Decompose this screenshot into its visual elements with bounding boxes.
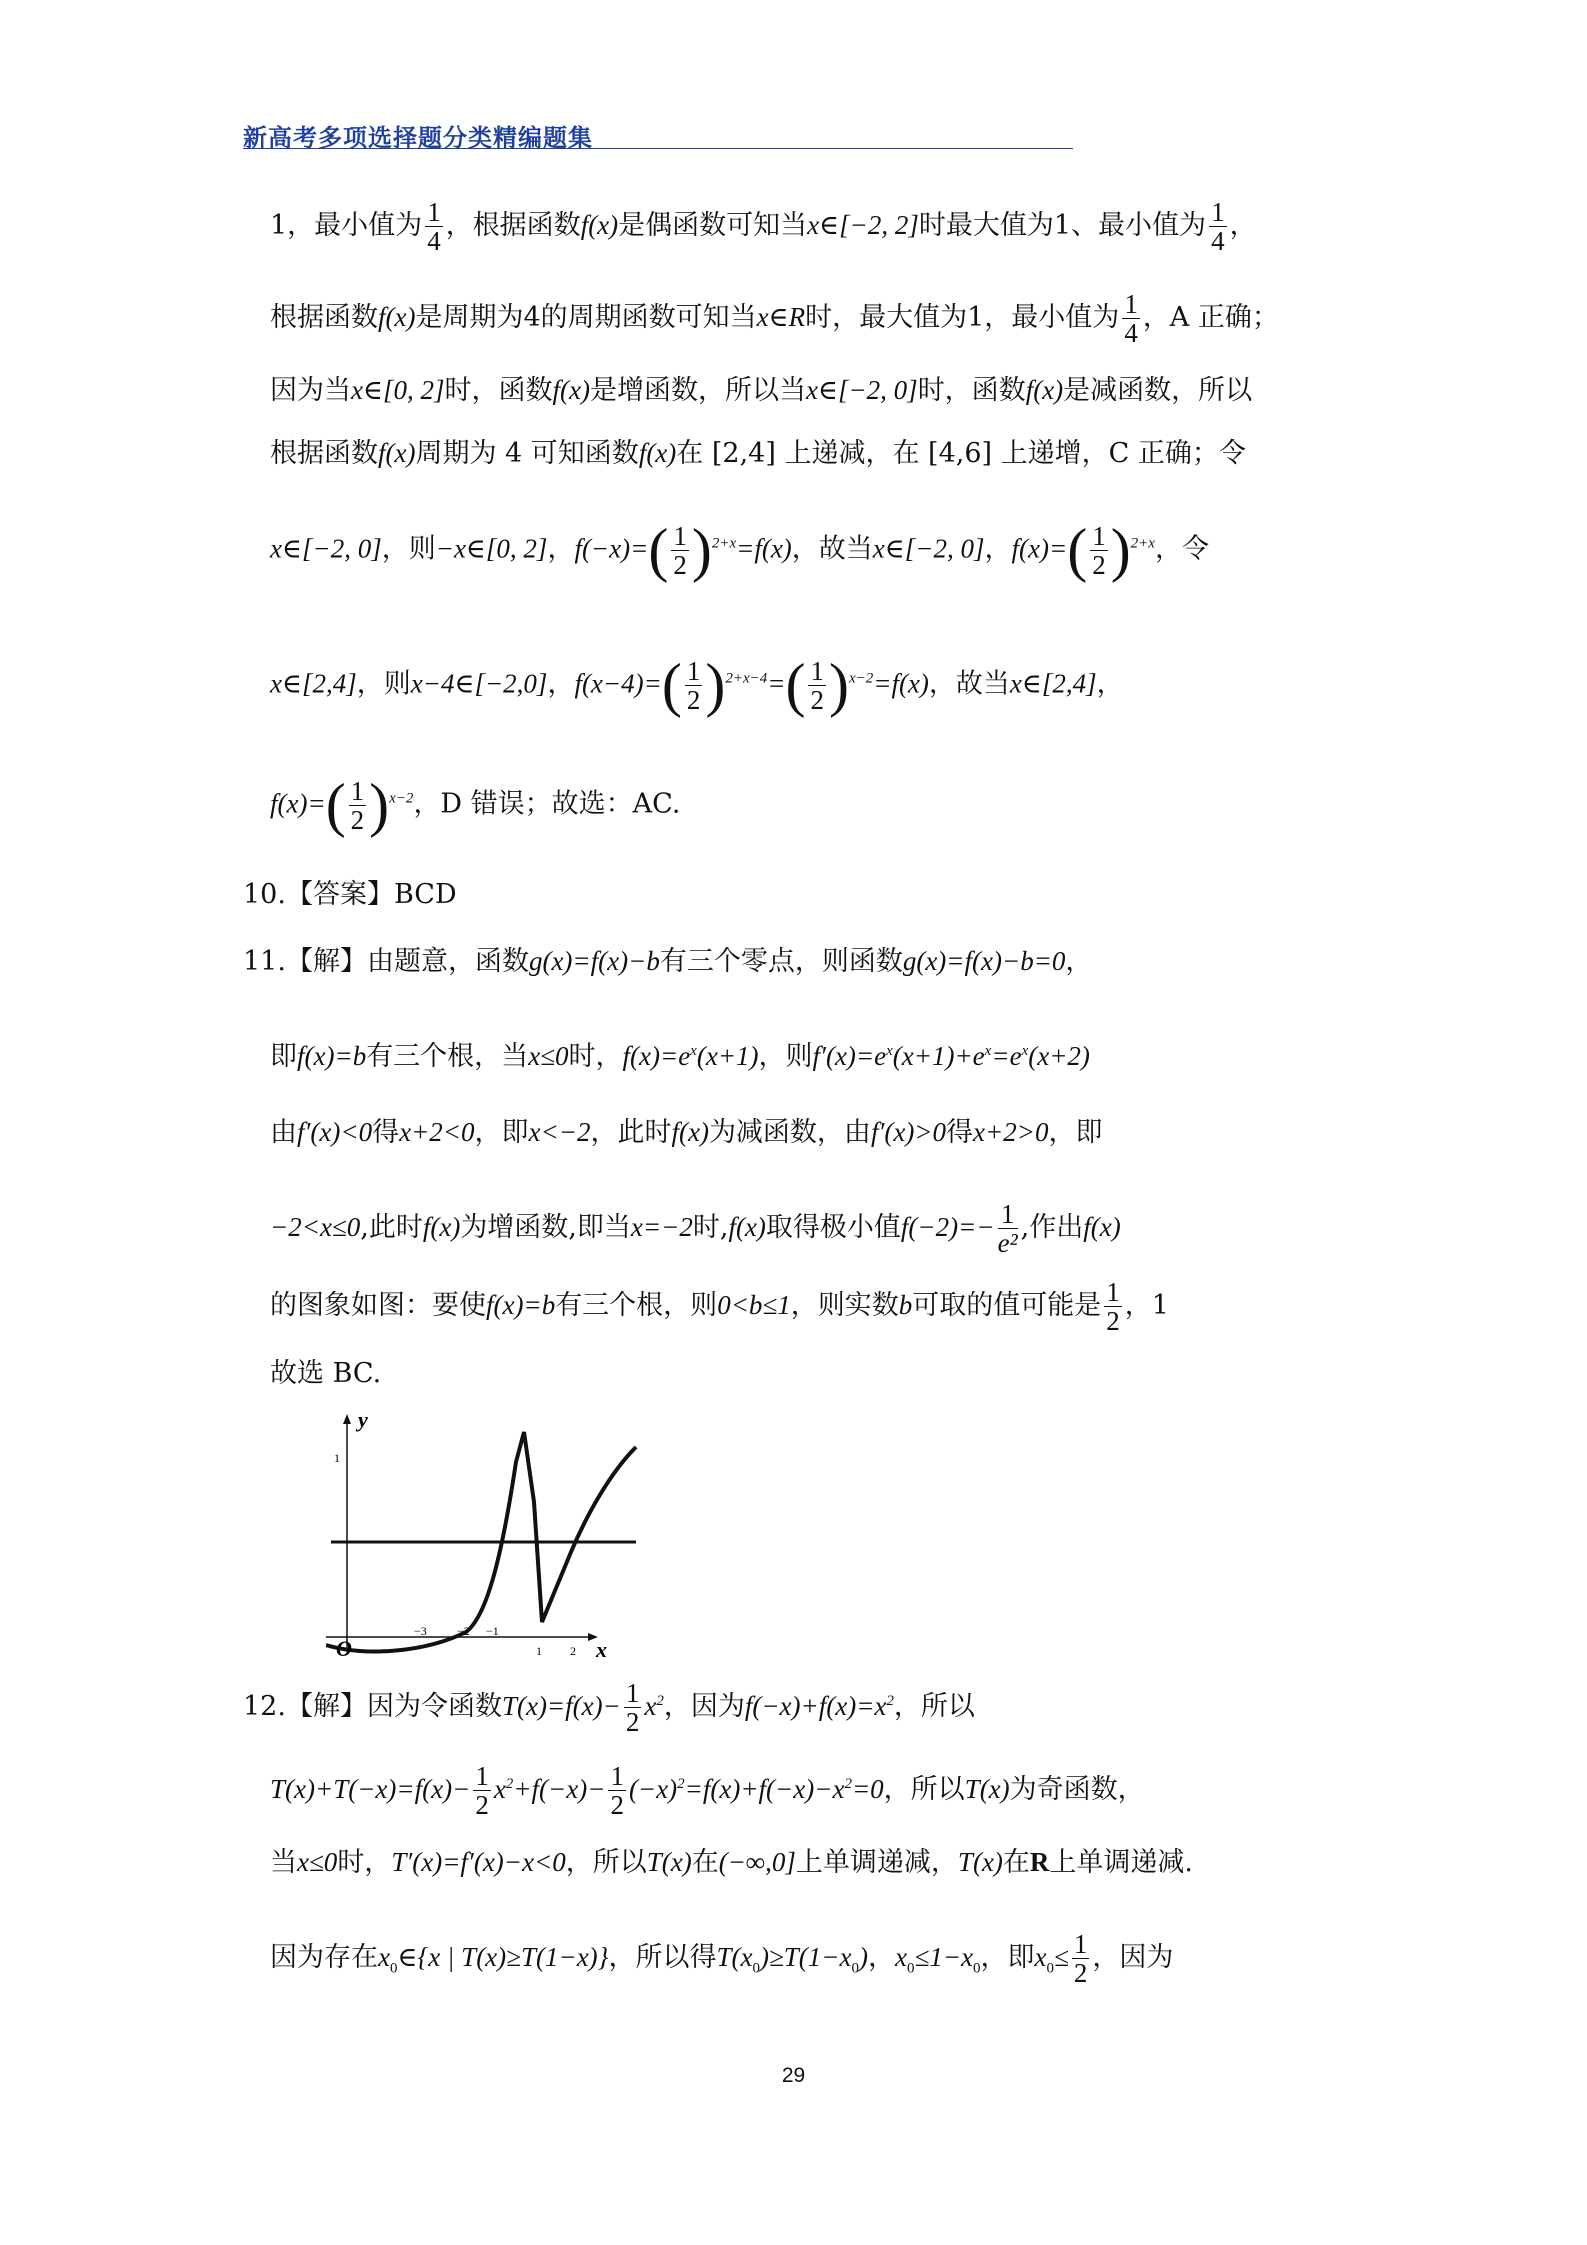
- page-number: 29: [781, 2064, 806, 2087]
- text-line-18: 因为存在$x_0\in\{x$ | T(x)≥T(1−x)}，所以得$T(x_0)\ge T(1-x_0)$，$x_0\le 1-x_0$，即$x_0\le$ $\frac{1}{2}$ ，因为: [270, 1929, 1174, 1988]
- x-tick-minus-2: −2: [457, 1624, 470, 1638]
- x-tick-2: 2: [570, 1644, 576, 1657]
- text-span: 时，最大值为1，最小值为: [805, 302, 1120, 333]
- text-line-5: x∈[−2, 0]，则−x∈[0, 2]，f(−x)=( $\frac{1}{2}$ )$^{2+x}$=f(x)，故当x∈[−2, 0]，f(x)=( $\frac{1}{2}$ )$^{2+x}$，令: [270, 517, 1209, 583]
- text-line-11: 由f′(x)<0得x+2<0，即x<−2，此时f(x)为减函数，由f′(x)>0得x+2>0，即: [270, 1117, 1103, 1148]
- text-line-1: [270, 198, 1257, 255]
- x-axis-label: x: [596, 1637, 607, 1657]
- function-graph: [326, 1412, 656, 1657]
- text-span: ，: [1229, 210, 1257, 241]
- text-span: 1，最小值为: [270, 210, 423, 241]
- text-line-6: x∈[2,4]，则x−4∈[−2,0]，f(x−4)=( $\frac{1}{2}$ )$^{2+x-4}$=( $\frac{1}{2}$ )$^{x-2}$=f(x)，故当x∈[2,4]，: [270, 652, 1124, 718]
- text-line-2: [270, 290, 1279, 347]
- math-span: f(x): [580, 210, 619, 240]
- fraction-1-4: $\frac{1}{4}$: [1124, 289, 1138, 348]
- answer-10: 10.【答案】BCD: [243, 879, 457, 910]
- text-span: 根据函数: [270, 302, 378, 333]
- y-tick-1: 1: [334, 1451, 340, 1465]
- page-header: [243, 118, 1073, 152]
- text-line-4: 根据函数f(x)周期为 4 可知函数f(x)在 [2,4] 上递减，在 [4,6] 上递增，C 正确；令: [270, 438, 1246, 469]
- text-span: 是偶函数可知当: [618, 210, 808, 241]
- x-tick-minus-1: −1: [486, 1624, 499, 1638]
- fraction-1-4: $\frac{1}{4}$: [1211, 197, 1225, 256]
- text-line-3: 因为当x∈[0, 2]时，函数f(x)是增函数，所以当x∈[−2, 0]时，函数f(x)是减函数，所以: [270, 375, 1253, 406]
- x-tick-1: 1: [536, 1644, 542, 1657]
- text-span: ，A 正确；: [1142, 302, 1279, 333]
- text-span: 时最大值为1、最小值为: [918, 210, 1207, 241]
- header-title: 新高考多项选择题分类精编题集: [243, 123, 593, 152]
- x-tick-minus-3: −3: [414, 1624, 427, 1638]
- origin-label: O: [336, 1636, 352, 1657]
- text-line-10: 即f(x)=b有三个根，当x≤0时，$f(x)=e^x(x+1)$，则$f'(x)=e^x(x+1)+e^x=e^x(x+2)$: [270, 1041, 1090, 1072]
- text-span: 是周期为4的周期函数可知当: [415, 302, 757, 333]
- math-span: f(x): [378, 302, 416, 332]
- text-line-14: 故选 BC.: [270, 1358, 382, 1389]
- text-line-7: f(x)=( $\frac{1}{2}$ )$^{x-2}$，D 错误；故选：AC.: [270, 772, 681, 838]
- text-line-12: −2<x≤0,此时f(x)为增函数,即当x=−2时,f(x)取得极小值f(−2)=− $\frac{1}{\text{e²}}$ ,作出f(x): [270, 1199, 1121, 1258]
- text-span: ，根据函数: [445, 210, 581, 241]
- fraction-1-4: $\frac{1}{4}$: [427, 197, 441, 256]
- solution-12-line-1: 12.【解】因为令函数T(x)=f(x)− $\frac{1}{2}$ $x^2$，因为$f(-x)+f(x)=x^2$，所以: [243, 1678, 975, 1737]
- text-line-17: 当x≤0时，T′(x)=f′(x)−x<0，所以T(x)在(−∞,0]上单调递减，T(x)在R上单调递减.: [270, 1847, 1193, 1878]
- y-axis-label: y: [358, 1412, 368, 1432]
- math-span: x∈R: [756, 302, 806, 332]
- solution-11-line-1: 11.【解】由题意，函数g(x)=f(x)−b有三个零点，则函数g(x)=f(x)−b=0，: [243, 946, 1093, 977]
- text-line-13: 的图象如图：要使f(x)=b有三个根，则0<b≤1，则实数b可取的值可能是 $\frac{1}{2}$ ，1: [270, 1277, 1169, 1336]
- y-axis-arrow: [343, 1414, 351, 1424]
- text-line-16: T(x)+T(−x)=f(x)− $\frac{1}{2}$ $x^2+f(-x)-$ $\frac{1}{2}$ $(-x)^2=f(x)+f(-x)-x^2=0$，所以T(x)为奇函数，: [270, 1761, 1145, 1820]
- math-span: x∈[−2, 2]: [807, 210, 919, 240]
